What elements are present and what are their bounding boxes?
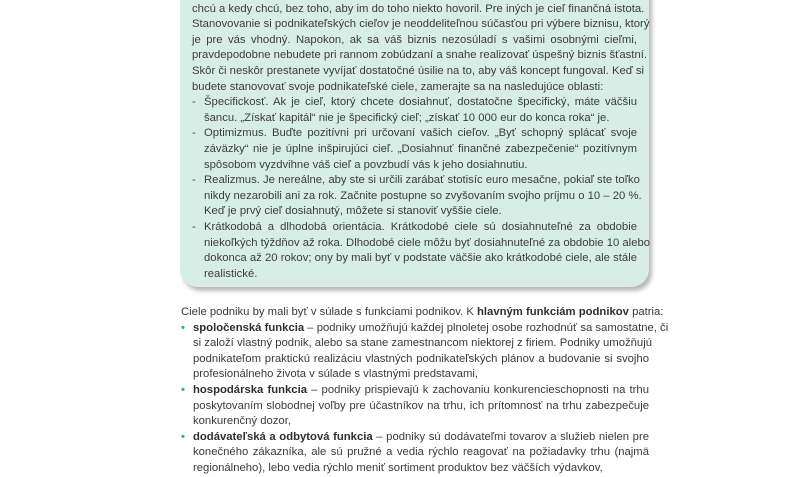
text-line: Špecifickosť. Ak je cieľ, ktorý chcete dosiahnuť, dostatočne špecifický, máte väčšiu xyxy=(204,96,637,109)
text-line: podnikateľom praktickú realizáciu vlastných podnikateľských plánov a budovanie si svojho xyxy=(193,352,649,365)
dash-marker: - xyxy=(192,127,196,140)
text-line: záväzky“ nie je úplne inšpirujúci cieľ. „Dosiahnuť finančné zabezpečenie“ pozitívnym xyxy=(204,142,637,155)
text-line: Stanovovanie si podnikateľských cieľov je neoddeliteľnou súčasťou pri výbere biznisu, ktorý xyxy=(192,18,650,31)
text-line xyxy=(193,321,669,337)
function-description: – podniky prispievajú k zachovaniu konkurencieschopnosti na trhu xyxy=(307,383,649,396)
bullet-icon: • xyxy=(181,383,185,396)
text-line: Realizmus. Je nereálne, aby ste si určili zarábať stotisíc euro mesačne, pokiaľ ste toľko xyxy=(204,174,640,187)
text-line: realistické. xyxy=(204,267,258,280)
tip-bullet-orientation xyxy=(192,220,651,282)
function-description: – podniky sú dodávateľmi tovarov a služieb nielen pre xyxy=(372,430,649,443)
text-line: pravdepodobne nebudete pri rannom zobúdzaní a snahe realizovať úspešný biznis šťastní. xyxy=(192,49,647,62)
function-term: spoločenská funkcia xyxy=(193,321,305,334)
text-line: konkurenčný dozor, xyxy=(193,415,291,428)
main-text xyxy=(181,305,669,477)
text-line: Optimizmus. Buďte pozitívni pri určovaní vašich cieľov. „Byť schopný splácať svoje xyxy=(204,127,637,140)
text-line: konečného zákazníka, ale sú pružné a vedia rýchlo reagovať na požiadavky trhu (najmä xyxy=(193,446,649,459)
text-line: profesionálneho života v súlade s vlastnými predstavami, xyxy=(193,368,479,381)
text-line: budete stanovovať svoje podnikateľské ciele, zamerajte sa na nasledujúce oblasti: xyxy=(192,80,604,93)
text-line: regionálneho), lebo vedia rýchlo meniť sortiment produktov bez väčších výdavkov, xyxy=(193,461,603,474)
text-line xyxy=(193,430,649,446)
functions-intro xyxy=(181,305,664,321)
dash-marker: - xyxy=(192,174,196,187)
tip-intro-paragraph xyxy=(192,0,650,95)
function-item-supply xyxy=(181,430,649,477)
function-item-social xyxy=(181,321,669,383)
tip-box-content xyxy=(192,0,651,282)
tip-bullet-realism xyxy=(192,173,642,220)
function-term: dodávateľská a odbytová funkcia xyxy=(193,430,373,443)
text-line: Keď je prvý cieľ dosiahnutý, môžete si stanoviť vyššie ciele. xyxy=(204,205,502,218)
text-line: niekoľkých týždňov až roka. Dlhodobé ciele môžu byť dosiahnuteľné za obdobie 10 alebo xyxy=(204,236,651,249)
text-line: je pre vás vhodný. Napokon, ak sa váš biznis nezosúladí s vašimi osobnými cieľmi, xyxy=(192,33,637,46)
tip-bullet-specificity xyxy=(192,95,637,126)
text-line: Krátkodobá a dlhodobá orientácia. Krátkodobé ciele sú dosiahnuteľné za obdobie xyxy=(204,220,637,233)
bullet-icon: • xyxy=(181,430,185,443)
text-line: poskytovaním slobodnej voľby pre účastníkov na trhu, ich prítomnosť na trhu zabezpečuje xyxy=(193,399,649,412)
text-line: spôsobom vyzdvihne váš cieľ a povzbudí vás k jeho dosiahnutiu. xyxy=(204,158,528,171)
intro-bold-term: hlavným funkciám podnikov xyxy=(477,306,629,318)
function-description: – podniky umožňujú každej plnoletej osobe rozhodnúť sa samostatne, či xyxy=(304,321,669,334)
tip-box xyxy=(180,0,649,287)
text-line: nikdy nezarobili ani za rok. Začnite postupne so zvyšovaním svojho príjmu o 10 – 20 %. xyxy=(204,189,642,202)
function-item-economic xyxy=(181,383,649,430)
dash-marker: - xyxy=(192,96,196,109)
function-term: hospodárska funkcia xyxy=(193,383,307,396)
bullet-icon: • xyxy=(181,321,185,334)
text-line: chcú a kedy chcú, bez toho, aby im do toho niekto hovoril. Pre iných je cieľ finančná istota. xyxy=(192,2,645,15)
intro-suffix: patria: xyxy=(628,306,664,318)
dash-marker: - xyxy=(192,220,196,233)
text-line: dokonca až 20 rokov; ony by mali byť v podstate väčšie ako krátkodobé ciele, ale stále xyxy=(204,252,637,265)
tip-bullet-optimism xyxy=(192,126,637,173)
text-line: si založí vlastný podnik, alebo sa stane zamestnancom niektorej z firiem. Podniky umožňujú xyxy=(193,337,653,350)
text-line xyxy=(193,383,649,399)
text-line: šancu. „Získať kapitál“ nie je špecifický cieľ; „získať 10 000 eur do konca roka“ je. xyxy=(204,111,610,124)
text-line: Skôr či neskôr prestanete vyvíjať dostatočné úsilie na to, aby váš koncept fungoval. Keď si xyxy=(192,64,645,77)
intro-prefix: Ciele podniku by mali byť v súlade s funkciami podnikov. K xyxy=(181,306,478,318)
